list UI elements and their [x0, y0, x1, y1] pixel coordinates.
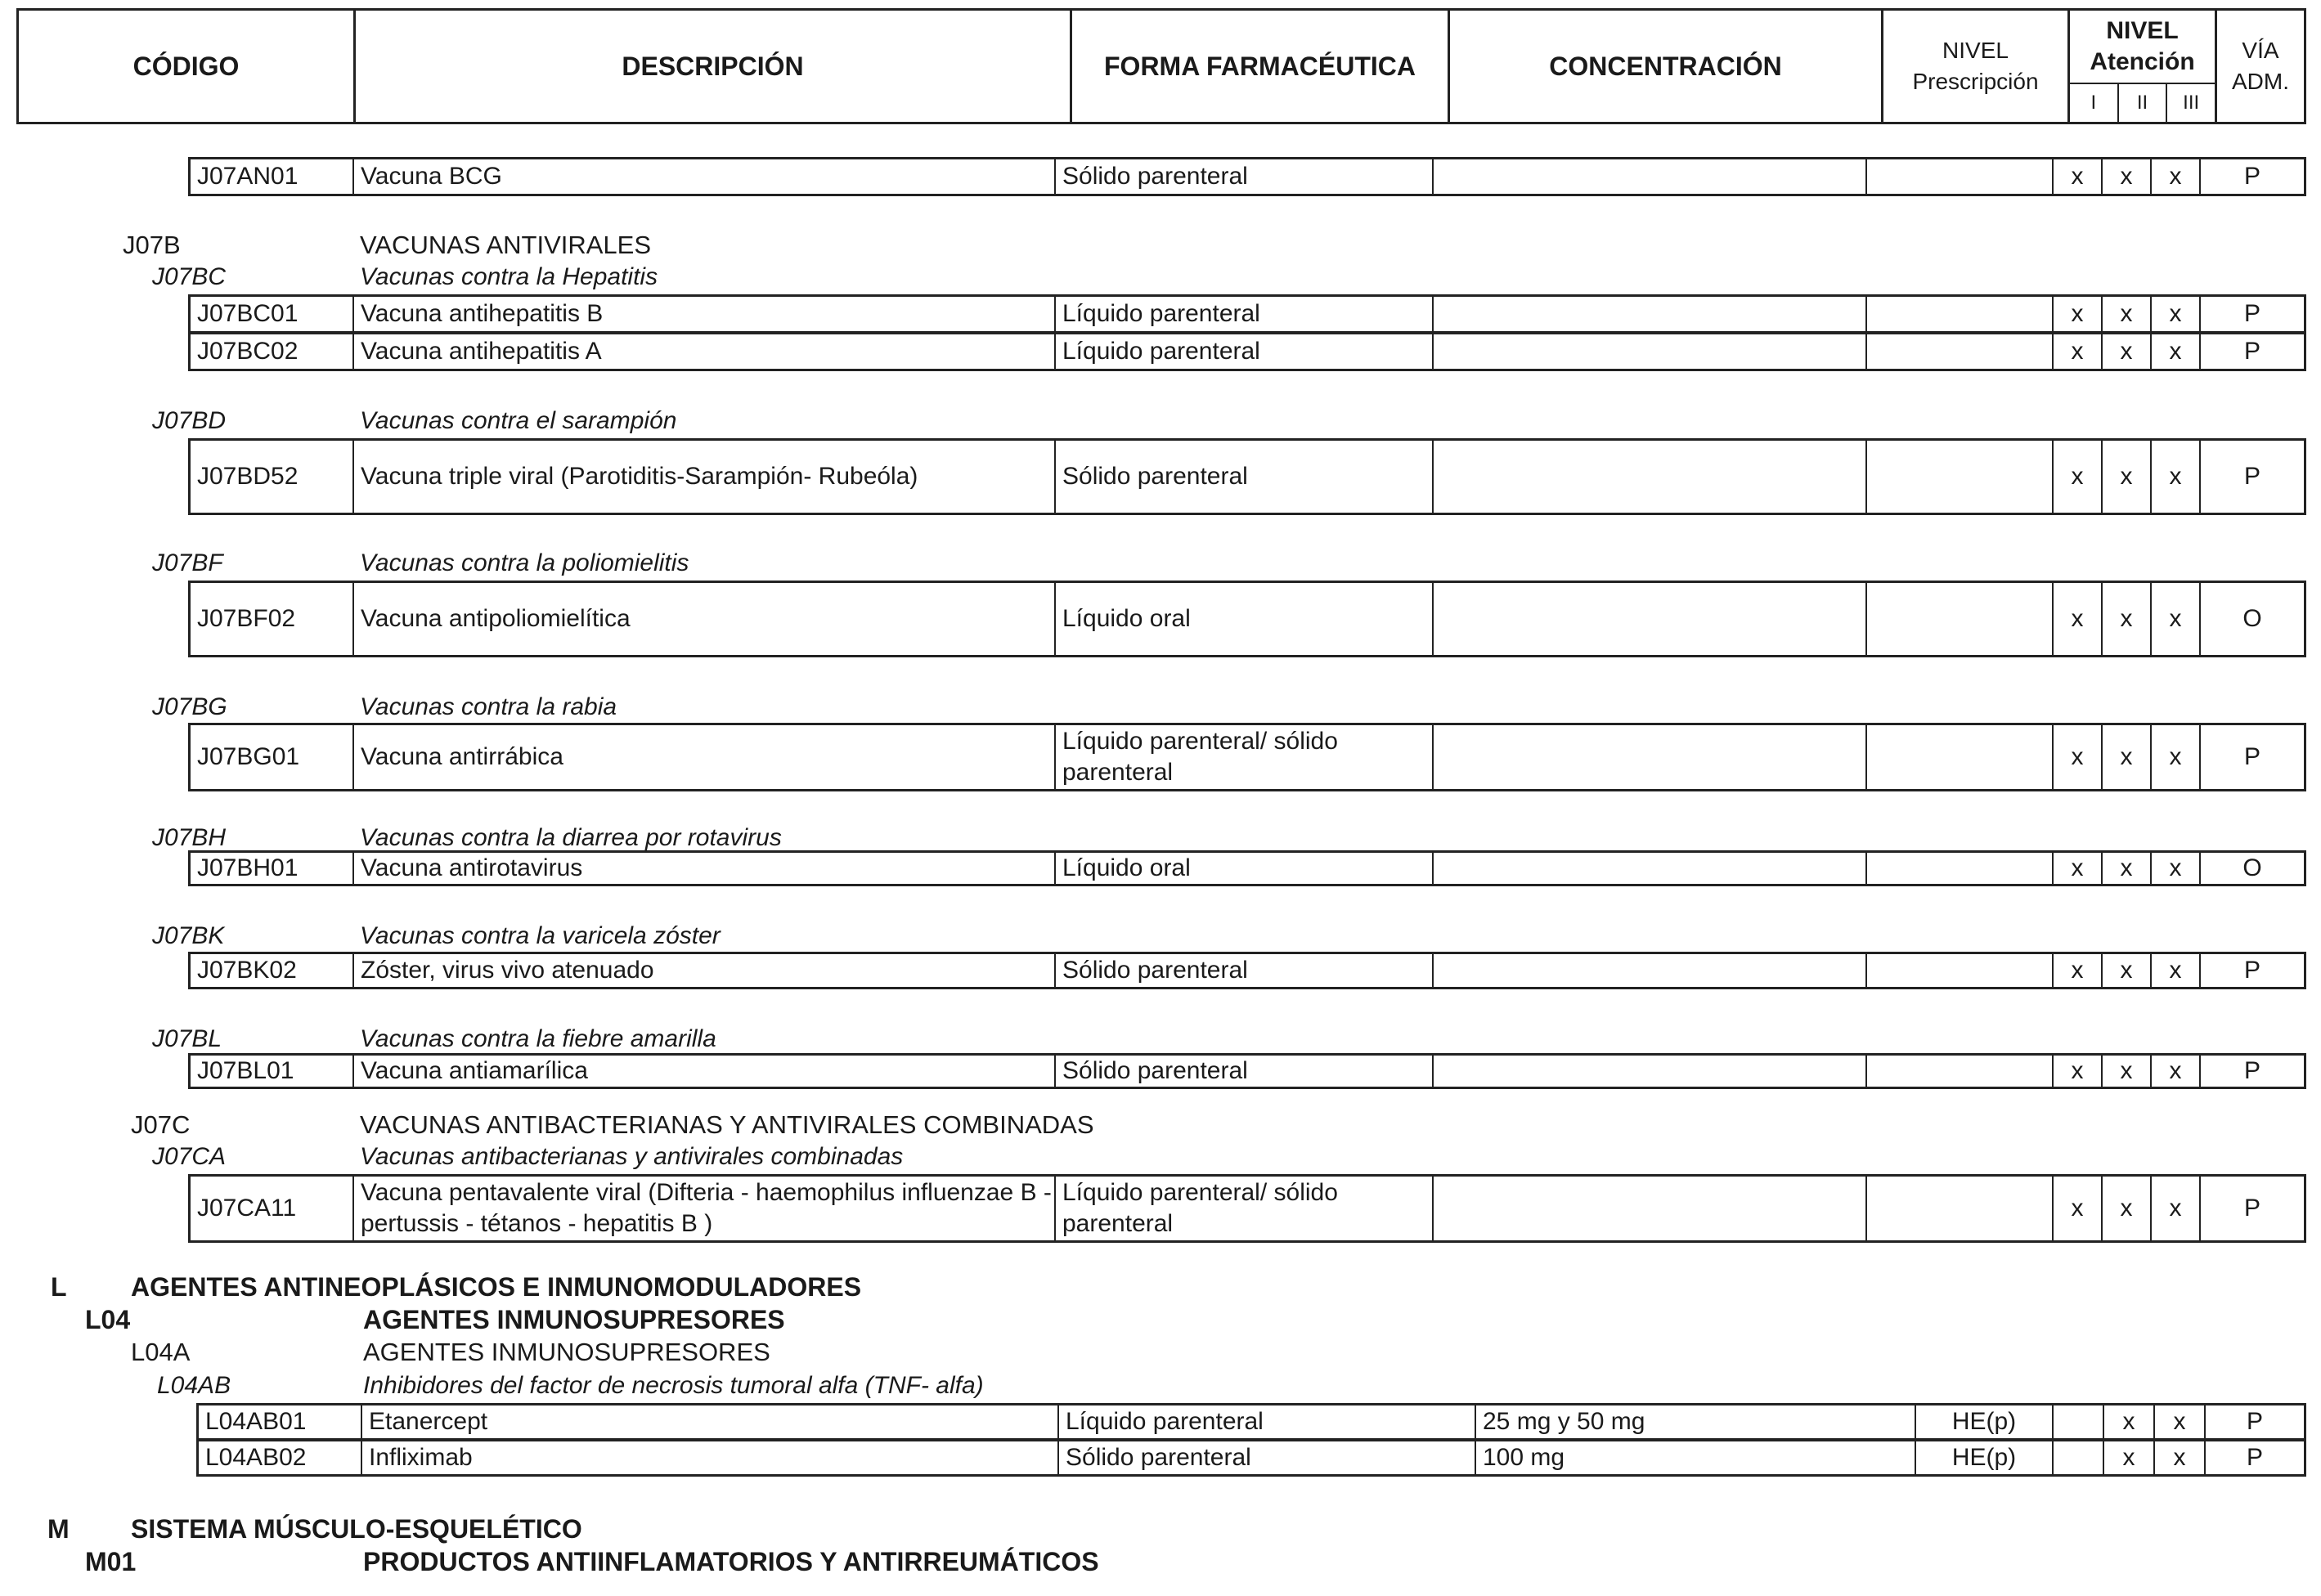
- row-concentracion: [1434, 334, 1867, 369]
- row-forma: Líquido oral: [1056, 583, 1434, 655]
- row-concentracion: [1434, 954, 1867, 987]
- row-via: O: [2242, 605, 2262, 632]
- row-via: P: [2246, 1408, 2263, 1435]
- row-description: Vacuna antipoliomielítica: [354, 583, 1056, 655]
- header-via-line1: VÍA: [2242, 38, 2279, 63]
- heading-j07bk-code: J07BK: [152, 922, 225, 949]
- heading-m01-code: M01: [85, 1547, 137, 1576]
- table-row: [196, 1403, 2306, 1441]
- row-level-iii: x: [2152, 853, 2201, 884]
- header-level-ii: II: [2119, 84, 2168, 122]
- table-row: [188, 850, 2306, 886]
- row-code: L04AB02: [199, 1441, 362, 1474]
- row-level-iii: x: [2152, 334, 2201, 369]
- row-prescripcion: [1867, 297, 2054, 331]
- row-level-ii: x: [2103, 1056, 2152, 1087]
- heading-j07ca-title: Vacunas antibacterianas y antivirales combinadas: [360, 1143, 904, 1170]
- heading-j07bk-title: Vacunas contra la varicela zóster: [360, 922, 721, 949]
- table-row: [188, 581, 2306, 657]
- heading-j07bh-code: J07BH: [152, 824, 227, 851]
- row-level-iii: x: [2155, 1405, 2206, 1438]
- row-prescripcion: [1867, 441, 2054, 513]
- row-description: Vacuna antirrábica: [354, 725, 1056, 789]
- row-prescripcion: [1867, 725, 2054, 789]
- row-prescripcion: [1867, 1177, 2054, 1240]
- row-description: Vacuna antiamarílica: [354, 1056, 1056, 1087]
- header-forma: FORMA FARMACÉUTICA: [1072, 11, 1450, 122]
- row-via: P: [2246, 1444, 2263, 1471]
- row-concentracion: [1434, 1177, 1867, 1240]
- row-level-ii: x: [2103, 334, 2152, 369]
- row-level-i: x: [2054, 954, 2103, 987]
- row-description: Vacuna triple viral (Parotiditis-Sarampión- Rubeóla): [354, 441, 1056, 513]
- row-code: J07BD52: [191, 441, 354, 513]
- row-forma: Líquido parenteral: [1056, 334, 1434, 369]
- row-via: P: [2243, 1195, 2260, 1222]
- header-nivel-prescripcion-line1: NIVEL: [1942, 38, 2009, 63]
- row-level-iii: x: [2152, 1056, 2201, 1087]
- row-via: P: [2243, 300, 2260, 327]
- row-level-iii: x: [2152, 159, 2201, 194]
- row-description: Vacuna pentavalente viral (Difteria - haemophilus influenzae B - pertussis - tétanos - hepatitis B ): [354, 1177, 1056, 1240]
- header-nivel-prescripcion-line2: Prescripción: [1912, 69, 2039, 94]
- heading-j07c-title: VACUNAS ANTIBACTERIANAS Y ANTIVIRALES COMBINADAS: [360, 1110, 1094, 1139]
- row-description: Zóster, virus vivo atenuado: [354, 954, 1056, 987]
- row-forma: Sólido parenteral: [1059, 1441, 1476, 1474]
- heading-l04a-title: AGENTES INMUNOSUPRESORES: [363, 1338, 770, 1366]
- row-concentracion: [1434, 159, 1867, 194]
- heading-j07bl-title: Vacunas contra la fiebre amarilla: [360, 1025, 716, 1052]
- row-level-iii: x: [2152, 441, 2201, 513]
- header-nivel-atencion-line1: NIVEL: [2106, 17, 2179, 44]
- row-description: Vacuna antihepatitis A: [354, 334, 1056, 369]
- row-code: J07AN01: [191, 159, 354, 194]
- table-row: [188, 1053, 2306, 1089]
- heading-j07bf-title: Vacunas contra la poliomielitis: [360, 549, 689, 576]
- row-via: P: [2243, 743, 2260, 770]
- heading-j07ca-code: J07CA: [152, 1143, 227, 1170]
- heading-m-code: M: [47, 1514, 70, 1544]
- row-level-i: x: [2054, 1056, 2103, 1087]
- row-forma: Líquido parenteral: [1059, 1405, 1476, 1438]
- row-level-i: [2054, 1405, 2104, 1438]
- table-row: [188, 952, 2306, 989]
- row-code: J07BL01: [191, 1056, 354, 1087]
- row-level-i: x: [2054, 853, 2103, 884]
- row-prescripcion: HE(p): [1916, 1405, 2054, 1438]
- row-via: P: [2243, 463, 2260, 490]
- table-row: [188, 723, 2306, 791]
- row-forma: Líquido parenteral/ sólido parenteral: [1056, 725, 1434, 789]
- row-concentracion: [1434, 1056, 1867, 1087]
- table-row: [188, 1174, 2306, 1243]
- heading-l-code: L: [51, 1272, 67, 1302]
- row-description: Vacuna antirotavirus: [354, 853, 1056, 884]
- row-via: P: [2243, 1057, 2260, 1084]
- heading-j07bh-title: Vacunas contra la diarrea por rotavirus: [360, 824, 782, 851]
- table-row: [188, 438, 2306, 515]
- row-code: J07CA11: [191, 1177, 354, 1240]
- heading-l04-title: AGENTES INMUNOSUPRESORES: [363, 1305, 785, 1334]
- heading-j07bc-title: Vacunas contra la Hepatitis: [360, 263, 658, 290]
- header-via-line2: ADM.: [2232, 69, 2289, 94]
- row-level-ii: x: [2103, 441, 2152, 513]
- row-via: P: [2243, 163, 2260, 190]
- row-code: J07BK02: [191, 954, 354, 987]
- row-description: Vacuna BCG: [354, 159, 1056, 194]
- row-level-ii: x: [2103, 297, 2152, 331]
- table-row: [188, 157, 2306, 196]
- row-code: L04AB01: [199, 1405, 362, 1438]
- row-level-iii: x: [2152, 583, 2201, 655]
- row-forma: Líquido parenteral/ sólido parenteral: [1056, 1177, 1434, 1240]
- row-prescripcion: [1867, 159, 2054, 194]
- row-level-ii: x: [2103, 583, 2152, 655]
- heading-l-title: AGENTES ANTINEOPLÁSICOS E INMUNOMODULADORES: [131, 1272, 862, 1302]
- header-via: [2217, 11, 2304, 122]
- row-prescripcion: [1867, 334, 2054, 369]
- row-level-i: x: [2054, 297, 2103, 331]
- row-forma: Sólido parenteral: [1056, 159, 1434, 194]
- row-level-ii: x: [2103, 954, 2152, 987]
- row-level-i: x: [2054, 1177, 2103, 1240]
- row-description: Etanercept: [362, 1405, 1059, 1438]
- row-code: J07BF02: [191, 583, 354, 655]
- row-forma: Sólido parenteral: [1056, 1056, 1434, 1087]
- row-level-ii: x: [2103, 853, 2152, 884]
- row-level-ii: x: [2103, 725, 2152, 789]
- row-forma: Líquido oral: [1056, 853, 1434, 884]
- row-forma: Sólido parenteral: [1056, 441, 1434, 513]
- header-codigo: CÓDIGO: [19, 11, 356, 122]
- table-row: [196, 1439, 2306, 1477]
- heading-j07bc-code: J07BC: [152, 263, 227, 290]
- row-concentracion: [1434, 441, 1867, 513]
- row-level-ii: x: [2103, 159, 2152, 194]
- row-concentracion: [1434, 725, 1867, 789]
- row-code: J07BH01: [191, 853, 354, 884]
- row-level-i: x: [2054, 334, 2103, 369]
- heading-j07b-code: J07B: [123, 231, 181, 259]
- table-row: [188, 332, 2306, 371]
- row-level-i: x: [2054, 725, 2103, 789]
- row-concentracion: 100 mg: [1476, 1441, 1916, 1474]
- row-level-i: x: [2054, 583, 2103, 655]
- row-prescripcion: [1867, 1056, 2054, 1087]
- row-level-ii: x: [2103, 1177, 2152, 1240]
- row-level-i: x: [2054, 441, 2103, 513]
- row-level-ii: x: [2104, 1441, 2155, 1474]
- row-code: J07BG01: [191, 725, 354, 789]
- heading-j07c-code: J07C: [131, 1110, 191, 1139]
- header-nivel-atencion-line2: Atención: [2090, 48, 2195, 75]
- row-forma: Líquido parenteral: [1056, 297, 1434, 331]
- table-row: [188, 294, 2306, 334]
- row-via: O: [2242, 854, 2262, 881]
- heading-j07bl-code: J07BL: [152, 1025, 222, 1052]
- heading-m-title: SISTEMA MÚSCULO-ESQUELÉTICO: [131, 1514, 582, 1544]
- header-concentracion: CONCENTRACIÓN: [1450, 11, 1883, 122]
- row-forma: Sólido parenteral: [1056, 954, 1434, 987]
- heading-l04a-code: L04A: [131, 1338, 191, 1366]
- row-level-iii: x: [2152, 725, 2201, 789]
- header-level-iii: III: [2183, 92, 2200, 114]
- row-code: J07BC01: [191, 297, 354, 331]
- row-prescripcion: [1867, 853, 2054, 884]
- header-nivel-atencion: [2070, 11, 2217, 122]
- row-concentracion: 25 mg y 50 mg: [1476, 1405, 1916, 1438]
- row-code: J07BC02: [191, 334, 354, 369]
- header-nivel-prescripcion: [1883, 11, 2070, 122]
- heading-j07bf-code: J07BF: [152, 549, 223, 576]
- heading-m01-title: PRODUCTOS ANTIINFLAMATORIOS Y ANTIRREUMÁTICOS: [363, 1547, 1099, 1576]
- heading-j07bg-code: J07BG: [152, 693, 227, 720]
- row-level-iii: x: [2152, 1177, 2201, 1240]
- heading-j07bd-code: J07BD: [152, 407, 227, 434]
- row-via: P: [2243, 338, 2260, 365]
- row-level-i: x: [2054, 159, 2103, 194]
- row-concentracion: [1434, 297, 1867, 331]
- header-descripcion: DESCRIPCIÓN: [356, 11, 1072, 122]
- heading-l04ab-code: L04AB: [157, 1372, 231, 1399]
- table-header: [16, 8, 2306, 124]
- header-level-i: I: [2070, 84, 2119, 122]
- row-level-ii: x: [2104, 1405, 2155, 1438]
- row-level-iii: x: [2152, 954, 2201, 987]
- heading-j07bg-title: Vacunas contra la rabia: [360, 693, 617, 720]
- heading-j07bd-title: Vacunas contra el sarampión: [360, 407, 677, 434]
- row-level-iii: x: [2155, 1441, 2206, 1474]
- row-level-i: [2054, 1441, 2104, 1474]
- row-level-iii: x: [2152, 297, 2201, 331]
- row-prescripcion: HE(p): [1916, 1441, 2054, 1474]
- row-prescripcion: [1867, 954, 2054, 987]
- row-description: Vacuna antihepatitis B: [354, 297, 1056, 331]
- row-via: P: [2243, 957, 2260, 984]
- row-prescripcion: [1867, 583, 2054, 655]
- row-description: Infliximab: [362, 1441, 1059, 1474]
- row-concentracion: [1434, 583, 1867, 655]
- row-concentracion: [1434, 853, 1867, 884]
- heading-j07b-title: VACUNAS ANTIVIRALES: [360, 231, 652, 259]
- heading-l04ab-title: Inhibidores del factor de necrosis tumoral alfa (TNF- alfa): [363, 1372, 984, 1399]
- heading-l04-code: L04: [85, 1305, 131, 1334]
